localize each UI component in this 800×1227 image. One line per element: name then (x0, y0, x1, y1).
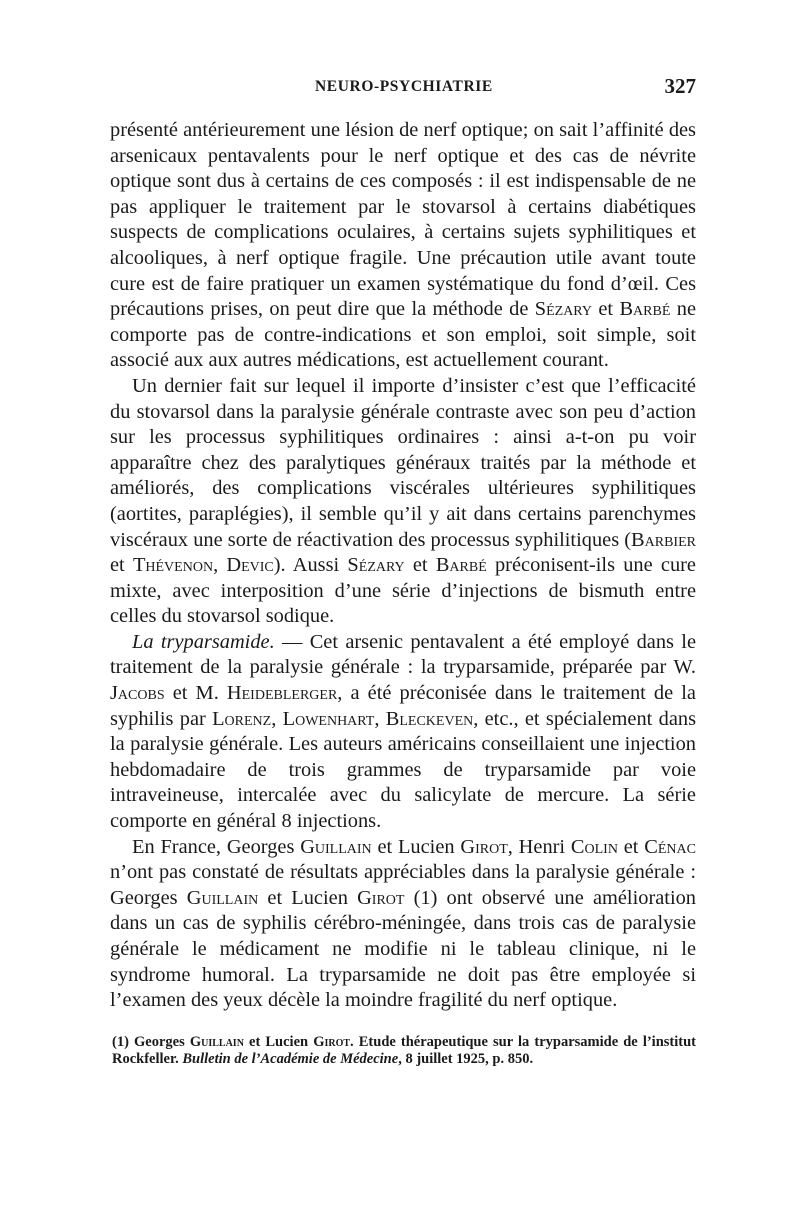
text-run: et Lucien (243, 1033, 314, 1050)
text-run: , etc., et spécialement dans la paralysie générale. Les auteurs américains conseillaient une injection hebdomadaire de trois grammes de tryparsamide par voie intraveineuse, intercalée avec du salicylate de mercure. La série comporte en général 8 injections. (110, 707, 697, 833)
text-run: ). Aussi (273, 554, 348, 577)
author-name: Girot (313, 1033, 351, 1050)
author-name: Thévenon (132, 554, 214, 577)
text-run: — Cet arsenic pentavalent a été employé dans le traitement de la paralysie générale : la tryparsamide, préparée par W. (110, 630, 696, 679)
page-number: 327 (664, 74, 696, 98)
text-run: En France, Georges (132, 835, 301, 858)
author-name: Bleckeven (385, 707, 474, 730)
text-run: (1) ont observé une amélioration dans un cas de syphilis cérébro-méningée, dans trois cas de paralysie générale le médicament ne modifie ni le tableau clinique, ni le syndrome humoral. La tryparsamide ne doit pas être employée si l’examen des yeux décèle la moindre fragilité du nerf optique. (110, 886, 697, 1012)
author-name: Barbé (619, 298, 671, 321)
page-header (110, 74, 696, 102)
author-name: Guillain (186, 886, 259, 909)
journal-title: Bulletin de l’Académie de Médecine (182, 1050, 399, 1067)
author-name: Devic (226, 554, 274, 577)
paragraph-3 (110, 630, 696, 835)
text-run: , (213, 554, 227, 577)
text-run: ne comporte pas de contre-indications et son emploi, soit simple, soit associé aux aux autres médications, est actuellement courant. (110, 298, 696, 372)
author-name: Guillain (189, 1033, 244, 1050)
author-name: Heideblerger (226, 682, 338, 705)
section-heading: La tryparsamide. (132, 630, 275, 653)
text-run: et (591, 298, 620, 321)
author-name: Girot (460, 835, 508, 858)
author-name: Sézary (347, 554, 405, 577)
author-name: Sézary (534, 298, 592, 321)
author-name: Jacobs (110, 682, 165, 705)
text-run: . Etude thérapeutique sur la tryparsamide de l’institut Rockfeller. (112, 1033, 696, 1067)
text-run: Un dernier fait sur lequel il importe d’insister c’est que l’efficacité du stovarsol dans la paralysie générale contraste avec son peu d’action sur les processus syphilitiques ordinaires : ainsi a-t-on pu voir apparaître chez des paralytiques généraux traités par la méthode et améliorés, des complications viscérales ultérieures syphilitiques (aortites, paraplégies), il semble qu’il y ait dans certains parenchymes viscéraux une sorte de réactivation des processus syphilitiques ( (110, 374, 696, 551)
body-text (110, 118, 696, 1014)
text-run: (1) Georges (112, 1033, 190, 1050)
text-run: n’ont pas constaté de résultats appréciables dans la paralysie générale : Georges (110, 861, 696, 909)
author-name: Barbier (631, 528, 696, 551)
text-run: , 8 juillet 1925, p. 850. (398, 1050, 534, 1067)
text-run: et M. (164, 682, 227, 705)
text-run: préconisent-ils une cure mixte, avec interposition d’une série d’injections de bismuth entre celles du stovarsol sodique. (110, 554, 696, 628)
author-name: Girot (357, 886, 405, 909)
book-page (110, 74, 696, 1068)
text-run: , a été préconisée dans le traitement de la syphilis par (110, 682, 696, 730)
text-run: et (110, 554, 133, 577)
text-run: présenté antérieurement une lésion de nerf optique; on sait l’affinité des arsenicaux pentavalents pour le nerf optique et des cas de névrite optique sont dus à certains de ces composés : il est indispensable de ne pas appliquer le traitement par le stovarsol à certains diabétiques suspects de complications oculaires, à certains sujets syphilitiques et alcooliques, à nerf optique fragile. Une précaution utile avant toute cure est de faire pratiquer un examen systématique du fond d’œil. Ces précautions prises, on peut dire que la méthode de (110, 119, 696, 321)
text-run: , (374, 707, 386, 730)
author-name: Colin (570, 835, 618, 858)
text-run: , Henri (507, 835, 571, 858)
text-run: et Lucien (371, 835, 461, 858)
running-title: NEURO-PSYCHIATRIE (315, 78, 493, 95)
author-name: Cénac (644, 835, 696, 858)
author-name: Lowenhart (282, 707, 375, 730)
paragraph-2 (110, 374, 696, 630)
text-run: , (271, 707, 283, 730)
text-run: et (404, 554, 436, 577)
text-run: et (617, 835, 645, 858)
footnote (110, 1034, 696, 1068)
author-name: Barbé (435, 554, 487, 577)
author-name: Lorenz (212, 707, 272, 730)
paragraph-1 (110, 118, 696, 374)
author-name: Guillain (300, 835, 372, 858)
paragraph-4 (110, 835, 696, 1014)
text-run: et Lucien (258, 886, 358, 909)
